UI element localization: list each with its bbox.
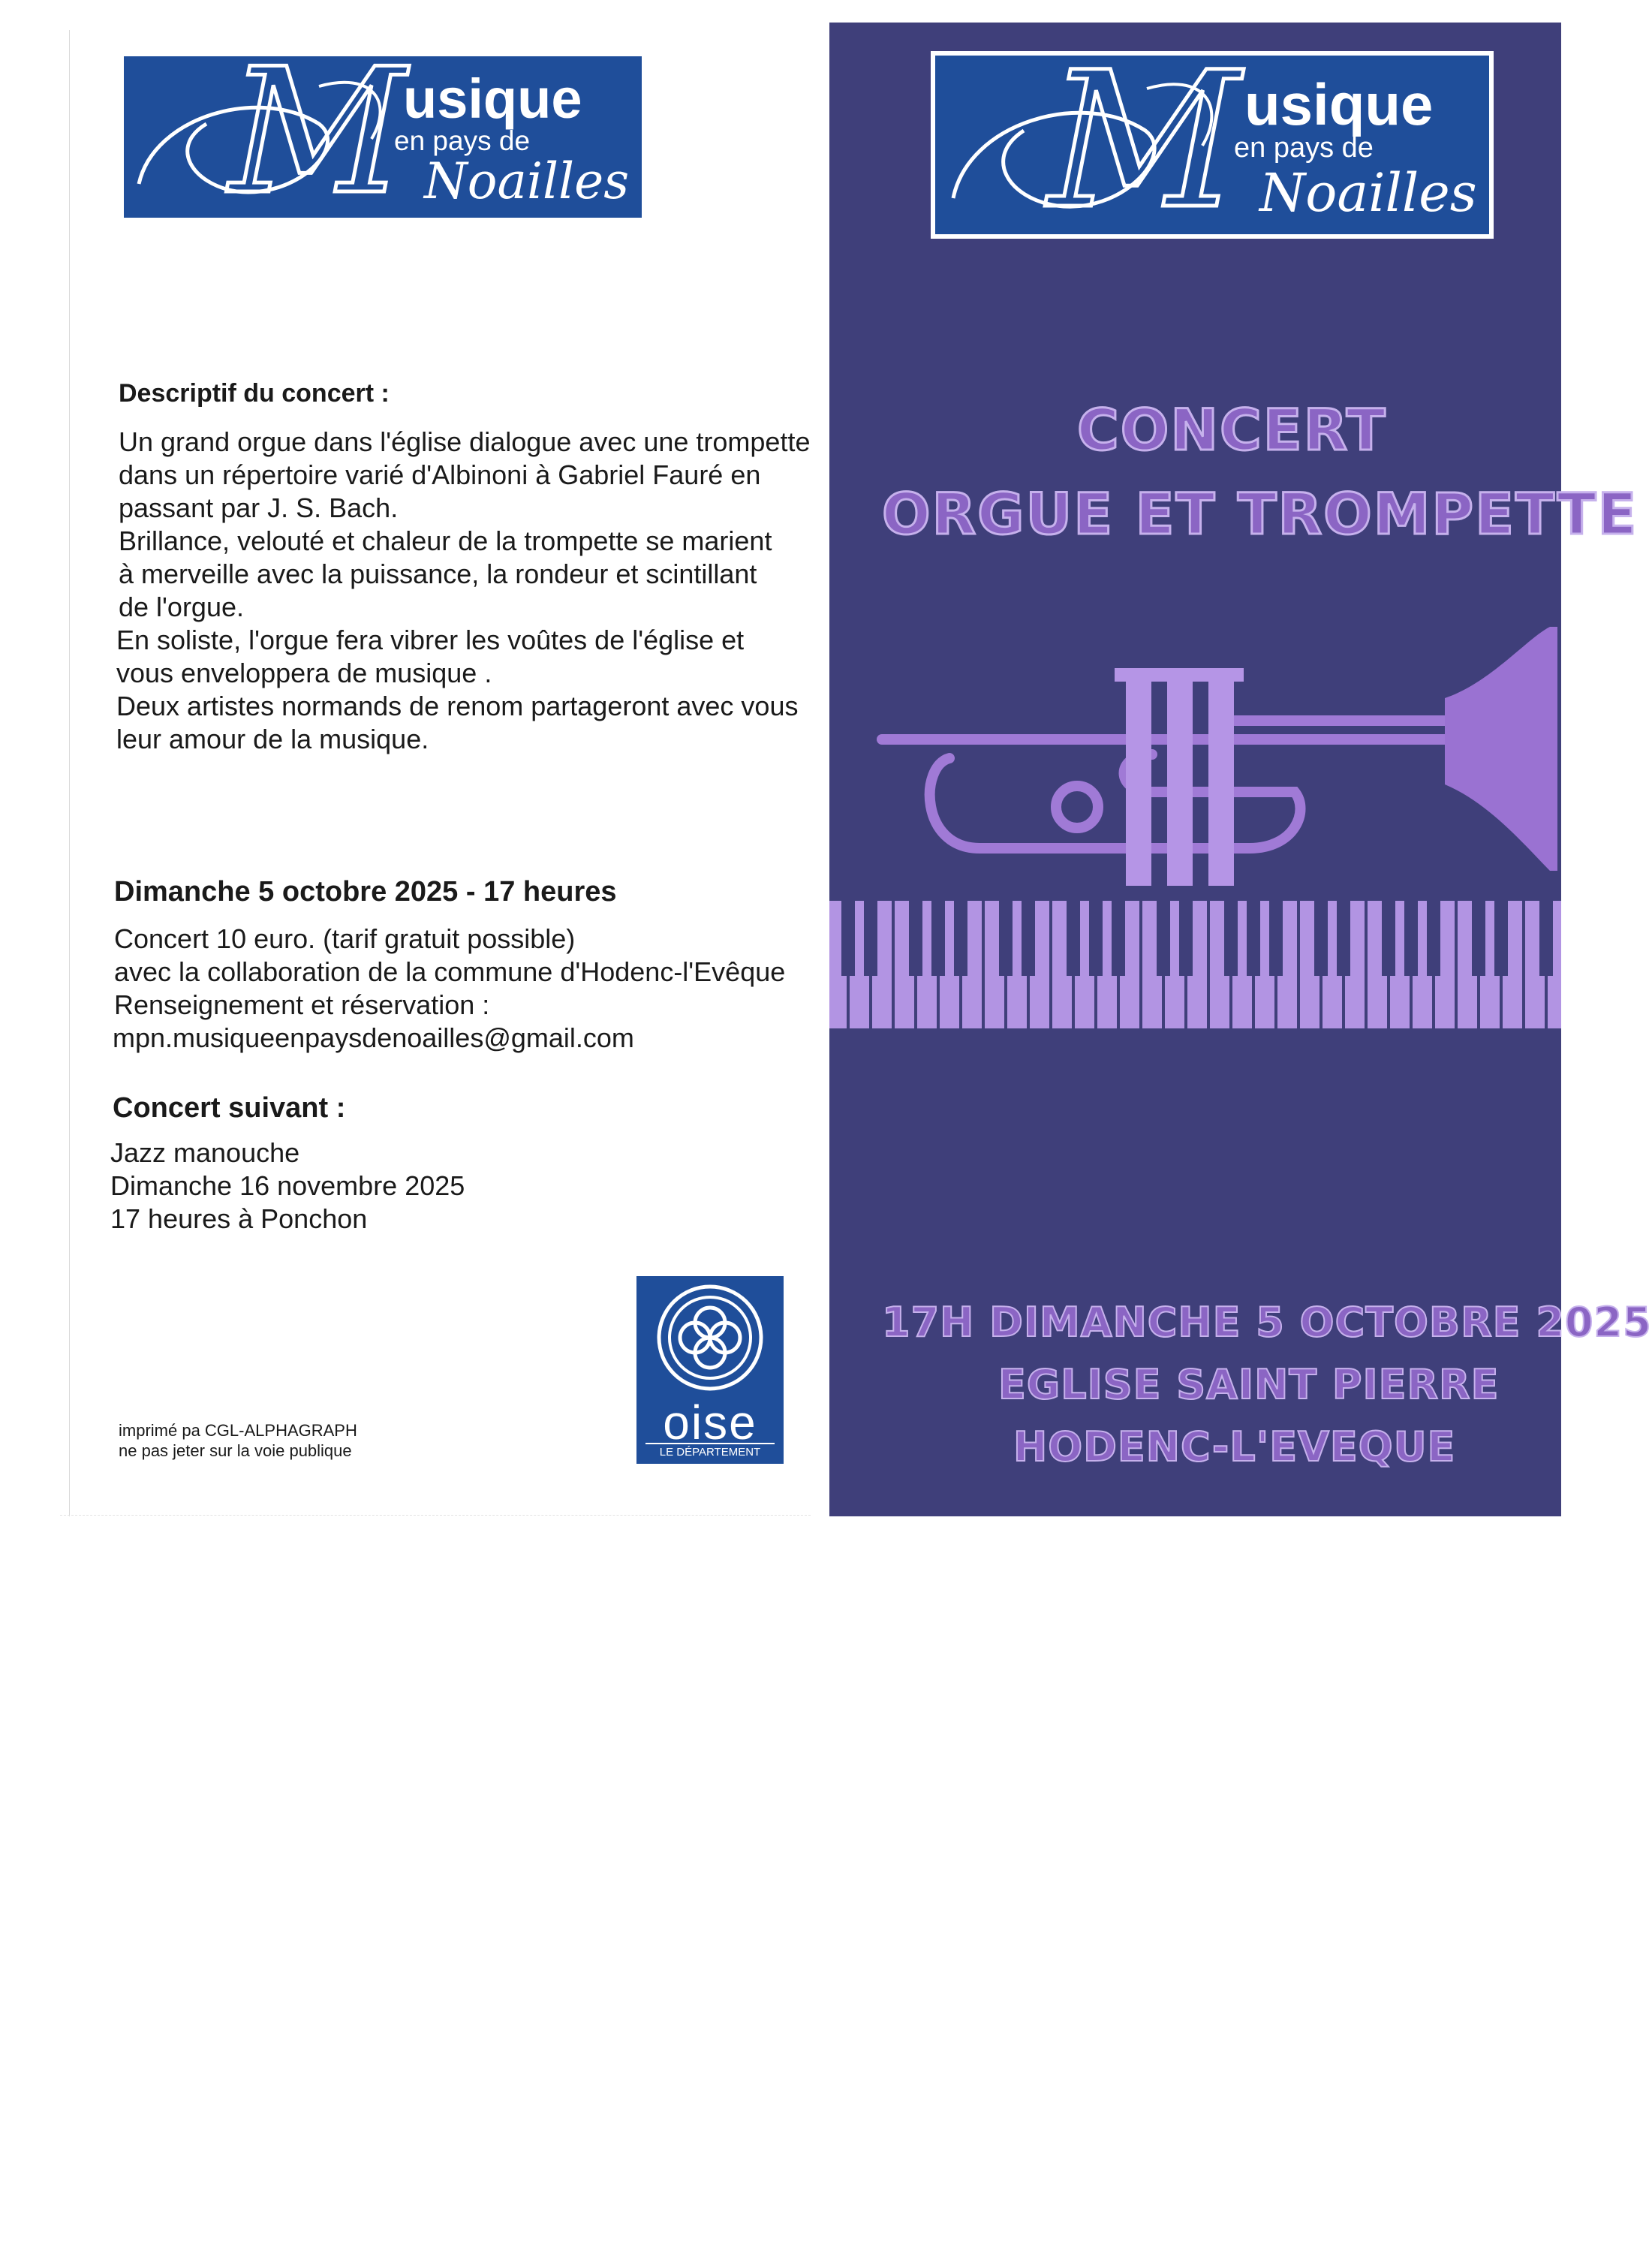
next-concert-line: Dimanche 16 novembre 2025 (110, 1170, 465, 1201)
logo-word: usique (403, 68, 582, 130)
description-line: Brillance, velouté et chaleur de la trompette se marient (119, 525, 772, 556)
logo-subtitle: en pays de (394, 125, 531, 156)
contact-email[interactable]: mpn.musiqueenpaysdenoailles@gmail.com (113, 1022, 634, 1053)
logo-script: Noailles (1259, 162, 1477, 224)
logo-subtitle: en pays de (1234, 132, 1374, 164)
fold-line (69, 30, 70, 1516)
description-line: vous enveloppera de musique . (116, 658, 492, 688)
logo-script: Noailles (424, 152, 630, 210)
oise-department-logo (636, 1276, 784, 1464)
poster-date-line: 17H DIMANCHE 5 OCTOBRE 2025 (882, 1299, 1652, 1346)
oise-flower-icon (636, 1276, 784, 1396)
logo-musique-left (124, 32, 642, 233)
next-concert-line: Jazz manouche (110, 1137, 300, 1168)
description-line: passant par J. S. Bach. (119, 492, 399, 523)
description-line: Un grand orgue dans l'église dialogue avec une trompette (119, 426, 811, 457)
trim-line (60, 1515, 811, 1516)
printer-credit: imprimé pa CGL-ALPHAGRAPH (119, 1421, 357, 1440)
piano-keys-icon (829, 901, 1561, 1028)
poster-venue-line: EGLISE SAINT PIERRE (998, 1361, 1500, 1408)
poster-title-instruments: ORGUE ET TROMPETTE (882, 480, 1638, 547)
description-line: En soliste, l'orgue fera vibrer les voûtes de l'église et (116, 625, 745, 655)
info-line: avec la collaboration de la commune d'Hodenc-l'Evêque (114, 956, 786, 987)
logo-musique-right (931, 32, 1494, 250)
poster-panel (829, 23, 1652, 1516)
trumpet-icon (829, 623, 1561, 893)
description-line: leur amour de la musique. (116, 724, 429, 754)
description-heading: Descriptif du concert : (119, 379, 390, 408)
oise-subtitle: LE DÉPARTEMENT (645, 1443, 775, 1459)
printer-note: ne pas jeter sur la voie publique (119, 1441, 352, 1460)
description-line: Deux artistes normands de renom partageront avec vous (116, 691, 799, 721)
poster-town-line: HODENC-L'EVEQUE (1013, 1423, 1456, 1471)
logo-word: usique (1244, 71, 1434, 137)
oise-wordmark: oise (663, 1395, 757, 1450)
description-line: à merveille avec la puissance, la rondeur et scintillant (119, 558, 757, 589)
logo-initial: M (1048, 32, 1240, 250)
info-line: Concert 10 euro. (tarif gratuit possible) (114, 923, 576, 954)
poster-title-concert: CONCERT (1077, 396, 1387, 463)
description-line: dans un répertoire varié d'Albinoni à Gabriel Fauré en (119, 459, 761, 490)
date-heading: Dimanche 5 octobre 2025 - 17 heures (114, 876, 617, 908)
logo-initial: M (229, 32, 406, 233)
info-line: Renseignement et réservation : (114, 989, 490, 1020)
next-concert-heading: Concert suivant : (113, 1092, 346, 1124)
description-line: de l'orgue. (119, 592, 244, 622)
next-concert-line: 17 heures à Ponchon (110, 1203, 368, 1234)
